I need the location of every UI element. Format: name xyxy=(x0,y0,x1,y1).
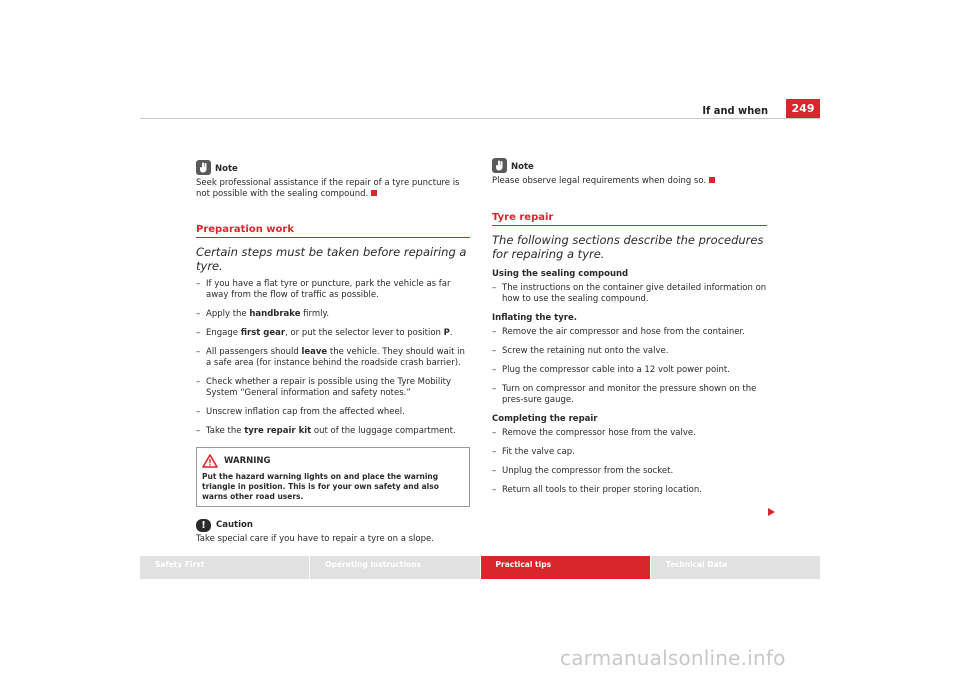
step-item: – Engage first gear, or put the selector lever to position P. xyxy=(196,328,470,339)
header-rule xyxy=(140,118,820,119)
preparation-heading: Preparation work xyxy=(196,224,470,238)
preparation-steps xyxy=(196,279,470,437)
note-header xyxy=(492,158,767,173)
inflating-section xyxy=(492,313,767,406)
caution-icon: ! xyxy=(196,519,211,532)
step-item: – Apply the handbrake firmly. xyxy=(196,309,470,320)
sealing-section xyxy=(492,269,767,305)
note-text: Seek professional assistance if the repair of a tyre puncture is not possible with the sealing compound. xyxy=(196,178,460,199)
step-item: – Unscrew inflation cap from the affected wheel. xyxy=(196,407,470,418)
note-text: Please observe legal requirements when doing so. xyxy=(492,176,707,186)
warning-triangle-icon xyxy=(202,454,218,468)
step-item: – The instructions on the container give detailed information on how to use the sealing compound. xyxy=(492,283,767,305)
step-item: – Plug the compressor cable into a 12 volt power point. xyxy=(492,365,767,376)
end-mark-icon xyxy=(709,177,715,183)
note-title: Note xyxy=(215,164,238,174)
step-item: – Return all tools to their proper storing location. xyxy=(492,485,767,496)
tyre-repair-subheading: The following sections describe the procedures for repairing a tyre. xyxy=(492,233,764,261)
watermark: carmanualsonline.info xyxy=(560,646,786,670)
preparation-subheading: Certain steps must be taken before repairing a tyre. xyxy=(196,245,467,273)
warning-title: WARNING xyxy=(224,455,271,466)
note-icon xyxy=(492,158,507,173)
completing-section xyxy=(492,414,767,496)
left-column xyxy=(196,160,470,545)
tab-safety-first[interactable]: Safety First xyxy=(140,556,309,579)
end-mark-icon xyxy=(371,190,377,196)
footer-tabs xyxy=(140,556,820,579)
caution-title: Caution xyxy=(216,520,253,530)
step-item: – All passengers should leave the vehicle. They should wait in a safe area (for instance behind the roadside crash barrier). xyxy=(196,347,470,369)
note-text-wrap xyxy=(196,178,470,200)
note-header xyxy=(196,160,470,175)
step-item: – Unplug the compressor from the socket. xyxy=(492,466,767,477)
step-item: – Remove the compressor hose from the valve. xyxy=(492,428,767,439)
page-number: 249 xyxy=(786,99,820,119)
completing-title: Completing the repair xyxy=(492,414,598,424)
inflating-title: Inflating the tyre. xyxy=(492,313,577,323)
caution-block xyxy=(196,519,470,545)
next-page-arrow-icon[interactable] xyxy=(768,508,775,516)
warning-box xyxy=(196,447,470,507)
tab-operating-instructions[interactable]: Operating instructions xyxy=(310,556,479,579)
right-column xyxy=(492,158,767,496)
note-icon xyxy=(196,160,211,175)
note-title: Note xyxy=(511,162,534,172)
warning-header xyxy=(202,454,464,468)
step-item: – Take the tyre repair kit out of the luggage compartment. xyxy=(196,426,470,437)
step-item: – If you have a flat tyre or puncture, park the vehicle as far away from the flow of traffic as possible. xyxy=(196,279,470,301)
step-item: – Check whether a repair is possible using the Tyre Mobility System “General information and safety notes.” xyxy=(196,377,470,399)
section-title: If and when xyxy=(702,104,768,117)
caution-header xyxy=(196,519,470,532)
step-item: – Fit the valve cap. xyxy=(492,447,767,458)
tyre-repair-heading: Tyre repair xyxy=(492,212,767,226)
caution-text: Take special care if you have to repair a tyre on a slope. xyxy=(196,534,434,544)
note-text-wrap xyxy=(492,176,767,187)
sealing-title: Using the sealing compound xyxy=(492,269,629,279)
step-item: – Remove the air compressor and hose from the container. xyxy=(492,327,767,338)
warning-text: Put the hazard warning lights on and place the warning triangle in position. This is for your own safety and also warns other road users. xyxy=(202,472,439,501)
tab-practical-tips[interactable]: Practical tips xyxy=(481,556,650,579)
step-item: – Screw the retaining nut onto the valve. xyxy=(492,346,767,357)
tab-technical-data[interactable]: Technical Data xyxy=(651,556,820,579)
step-item: – Turn on compressor and monitor the pressure shown on the pres-sure gauge. xyxy=(492,384,767,406)
